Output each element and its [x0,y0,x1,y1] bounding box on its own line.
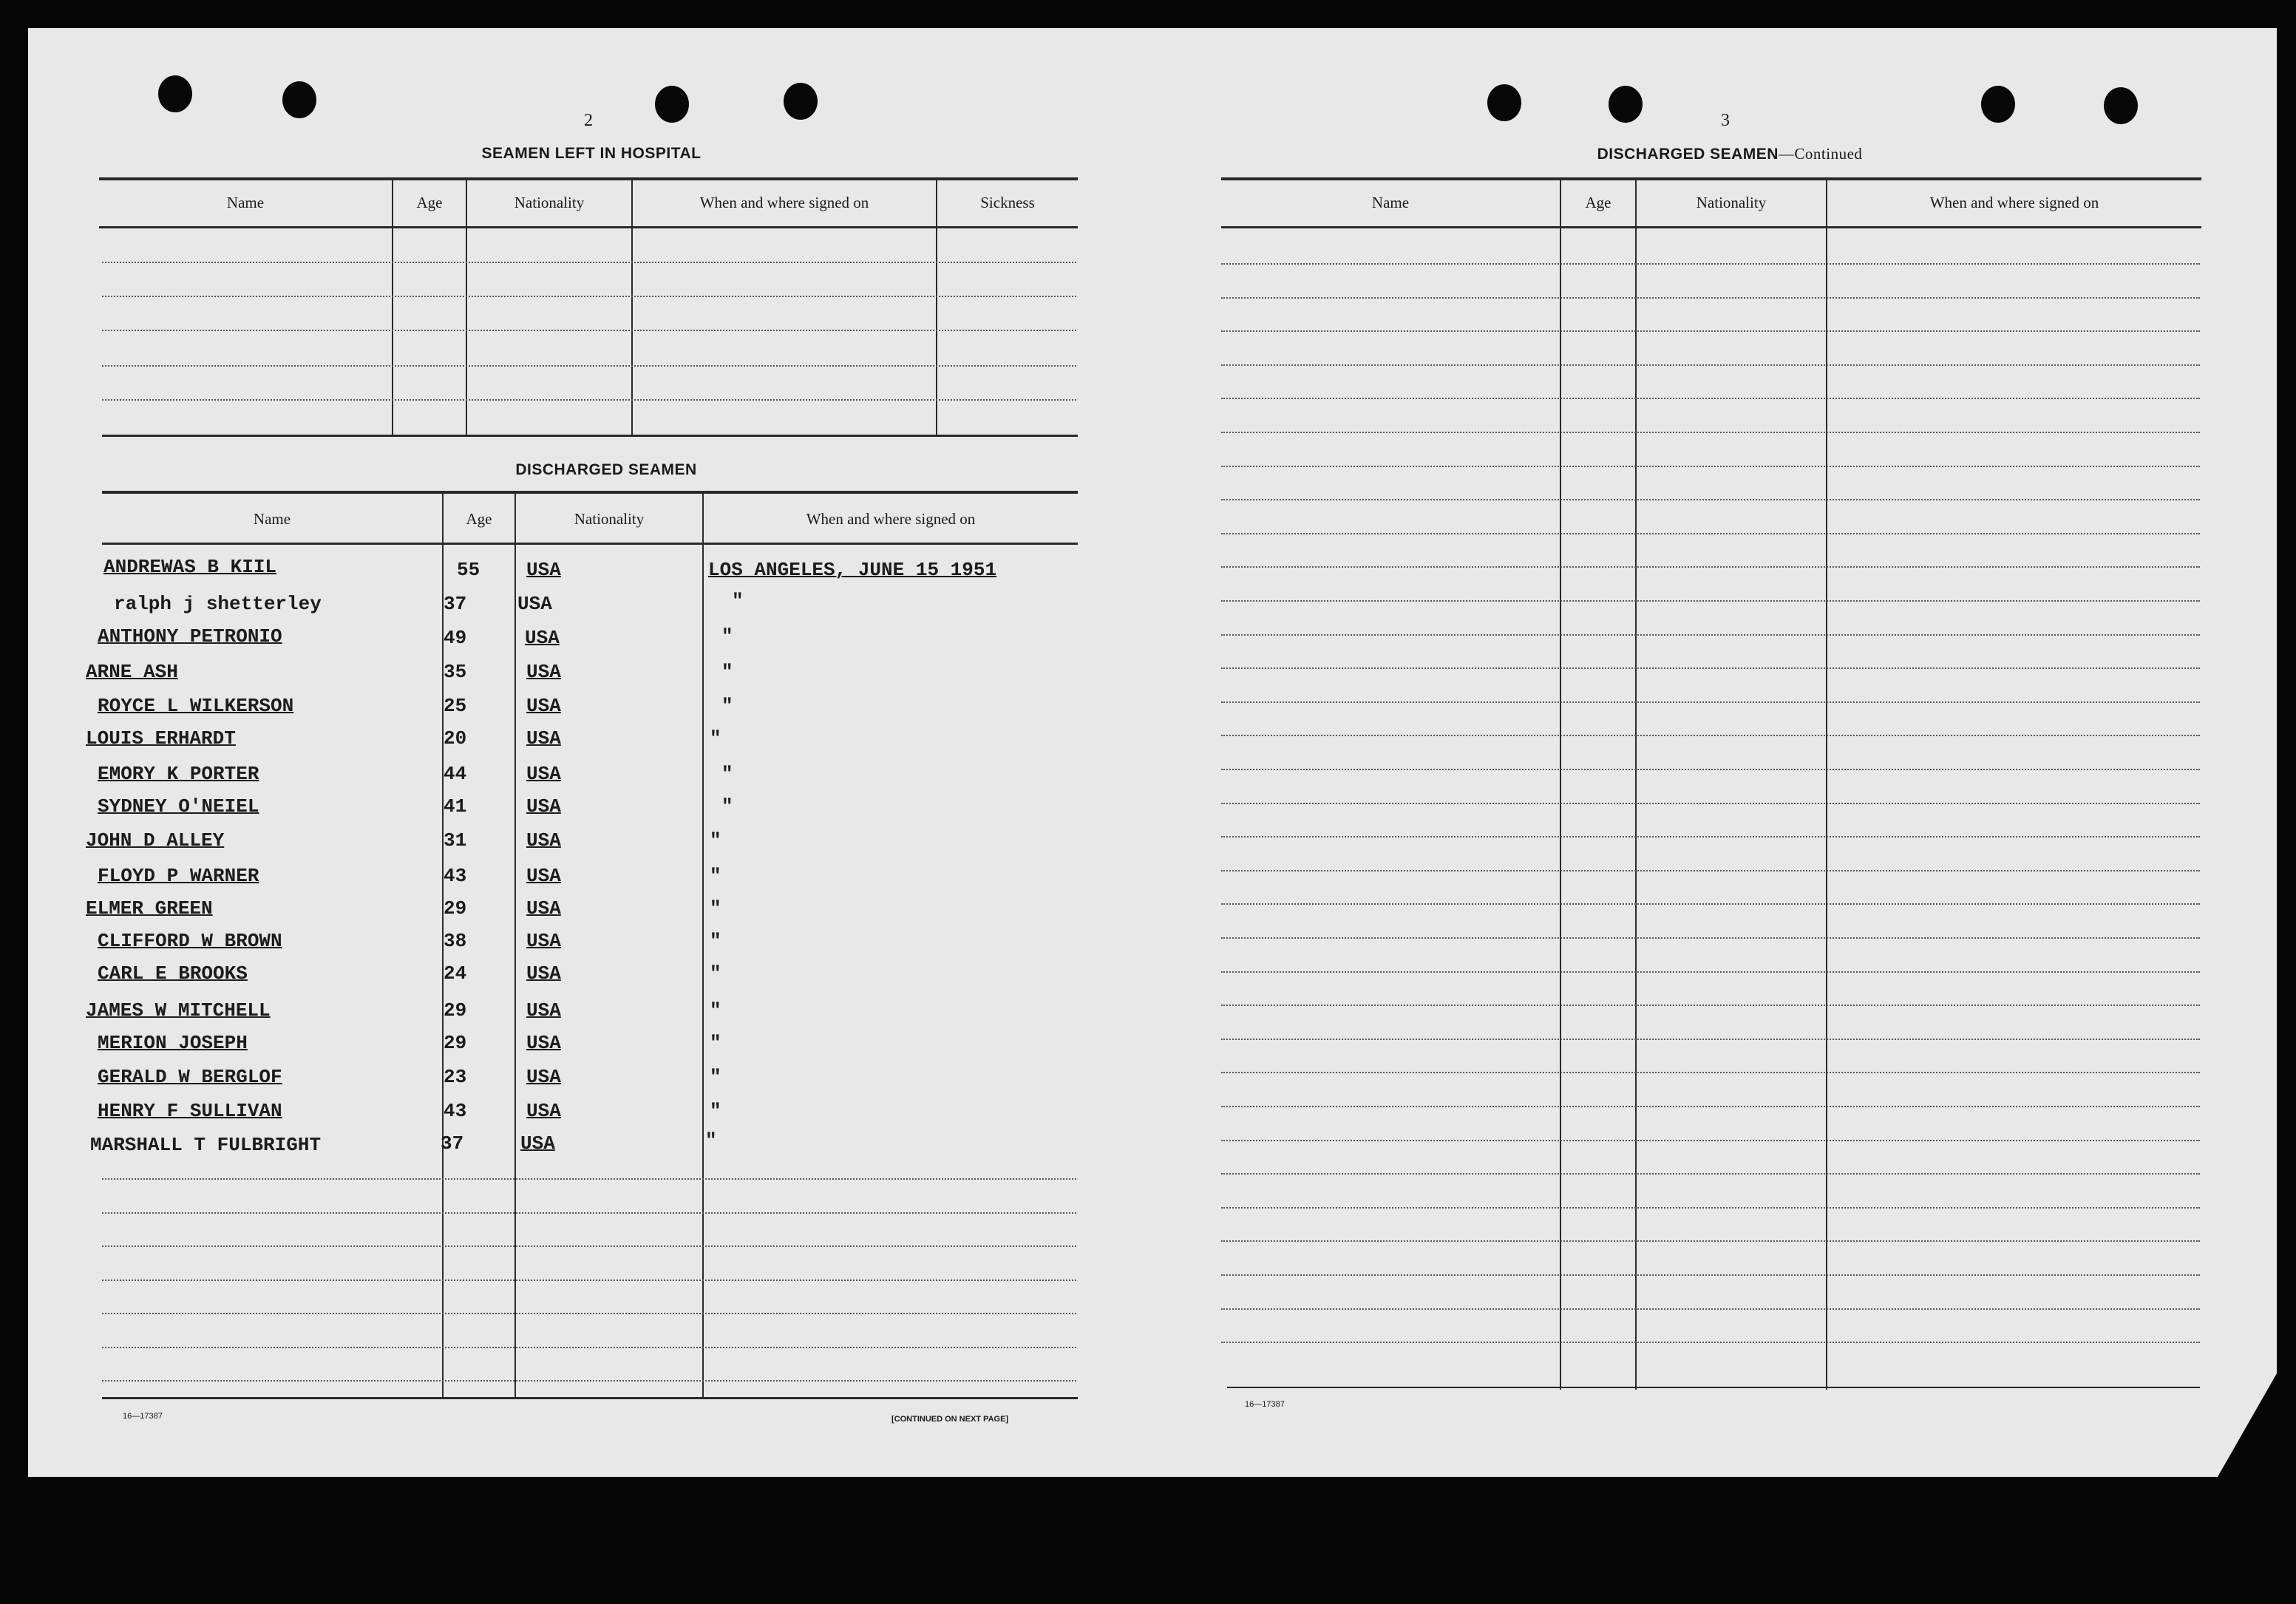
ruled-line [1221,533,2200,534]
seaman-signed-on: " [721,795,733,818]
seaman-name: EMORY K PORTER [98,763,259,785]
ruled-line [1221,803,2200,804]
seaman-signed-on: " [705,1129,717,1152]
seaman-signed-on: LOS ANGELES, JUNE 15 1951 [708,559,997,581]
ruled-line [1221,566,2200,568]
discharged-header-signed-on: When and where signed on [806,510,976,528]
ruled-line [1221,1106,2200,1107]
seaman-age: 55 [457,559,480,581]
ruled-line [102,262,1076,263]
ruled-line [1221,1240,2200,1242]
ruled-line [1221,971,2200,973]
table-bottom-rule [1227,1387,2200,1388]
seaman-signed-on: " [732,590,744,612]
seaman-age: 29 [444,1032,467,1054]
seaman-signed-on: " [710,962,721,985]
column-divider [702,494,704,1397]
page-number: 3 [1721,111,1730,130]
hospital-header-nationality: Nationality [514,194,585,211]
ruled-line [1221,1207,2200,1209]
ruled-line [102,365,1076,367]
seaman-name: HENRY F SULLIVAN [98,1100,282,1122]
discharged-header-nationality: Nationality [574,510,645,528]
seaman-nationality: USA [526,829,561,852]
column-divider [392,180,393,435]
column-divider [936,180,937,435]
ruled-line [1221,600,2200,602]
seaman-signed-on: " [721,625,733,648]
ruled-line [1221,1039,2200,1040]
ruled-line [102,1280,1076,1281]
ruled-line [1221,364,2200,366]
seaman-name: LOUIS ERHARDT [86,727,236,750]
discharged-header-age: Age [466,510,492,528]
seaman-signed-on: " [710,1100,721,1122]
table-bottom-rule [102,1397,1078,1399]
seaman-name: ELMER GREEN [86,897,213,920]
punch-hole [1981,86,2015,123]
ruled-line [1221,1005,2200,1006]
seaman-nationality: USA [517,593,552,615]
seaman-signed-on: " [721,763,733,785]
seaman-age: 20 [444,727,467,750]
table-header-rule [102,543,1078,545]
column-divider [466,180,467,435]
seaman-signed-on: " [710,930,721,952]
ruled-line [102,1313,1076,1314]
seaman-name: ANDREWAS B KIIL [103,556,277,578]
seaman-nationality: USA [525,627,560,649]
ruled-line [1221,1173,2200,1175]
page-number: 2 [584,111,593,130]
seaman-name: CARL E BROOKS [98,962,248,985]
ruled-line [1221,667,2200,669]
seaman-nationality: USA [520,1132,555,1155]
ruled-line [1221,701,2200,703]
right-header-age: Age [1585,194,1611,211]
seaman-nationality: USA [526,897,561,920]
document-sheet [28,28,2277,1477]
ruled-line [1221,1140,2200,1141]
seaman-nationality: USA [526,795,561,818]
seaman-signed-on: " [710,897,721,920]
table-top-rule [1221,177,2201,180]
ruled-line [102,1347,1076,1348]
ruled-line [1221,330,2200,332]
seaman-age: 24 [444,962,467,985]
form-number: 16—17387 [1245,1400,1285,1409]
ruled-line [1221,735,2200,736]
seaman-age: 38 [444,930,467,952]
seaman-name: GERALD W BERGLOF [98,1066,282,1088]
discharged-section-title: DISCHARGED SEAMEN [515,461,697,478]
seaman-name: JAMES W MITCHELL [86,999,271,1022]
seaman-signed-on: " [710,865,721,887]
seaman-nationality: USA [526,695,561,717]
ruled-line [1221,432,2200,433]
hospital-header-signed-on: When and where signed on [699,194,869,211]
seaman-nationality: USA [526,999,561,1022]
seaman-signed-on: " [721,661,733,683]
seaman-nationality: USA [526,559,561,581]
punch-hole [282,81,316,118]
seaman-name: ROYCE L WILKERSON [98,695,294,717]
ruled-line [1221,870,2200,871]
seaman-name: JOHN D ALLEY [86,829,225,852]
ruled-line [1221,903,2200,905]
ruled-line [102,296,1076,297]
seaman-name: SYDNEY O'NEIEL [98,795,259,818]
seaman-age: 43 [444,1100,467,1122]
ruled-line [102,1212,1076,1214]
seaman-age: 25 [444,695,467,717]
ruled-line [1221,634,2200,636]
seaman-nationality: USA [526,1100,561,1122]
ruled-line [1221,1072,2200,1073]
seaman-name: ANTHONY PETRONIO [98,625,282,648]
punch-hole [1609,86,1643,123]
folded-corner [2218,1373,2277,1477]
hospital-header-sickness: Sickness [980,194,1035,211]
seaman-age: 29 [444,897,467,920]
seaman-nationality: USA [526,1066,561,1088]
table-header-rule [1221,226,2201,228]
ruled-line [1221,499,2200,500]
ruled-line [1221,1308,2200,1310]
seaman-name: MARSHALL T FULBRIGHT [90,1134,322,1156]
seaman-signed-on: " [710,1066,721,1088]
seaman-name: MERION JOSEPH [98,1032,248,1054]
ruled-line [102,330,1076,331]
ruled-line [1221,769,2200,770]
table-header-rule [99,226,1078,228]
seaman-age: 35 [444,661,467,683]
seaman-age: 37 [444,593,467,615]
seaman-age: 44 [444,763,467,785]
right-header-signed-on: When and where signed on [1929,194,2099,211]
seaman-signed-on: " [710,1032,721,1054]
column-divider [514,494,516,1397]
form-number: 16—17387 [123,1412,163,1421]
right-section-title [1515,145,1944,163]
ruled-line [1221,1342,2200,1343]
ruled-line [1221,263,2200,265]
seaman-age: 41 [444,795,467,818]
table-bottom-rule [102,435,1078,437]
seaman-nationality: USA [526,1032,561,1054]
hospital-header-age: Age [416,194,443,211]
hospital-header-name: Name [226,194,265,211]
ruled-line [102,1380,1076,1382]
seaman-age: 43 [444,865,467,887]
punch-hole [2104,87,2138,124]
punch-hole [1487,84,1521,121]
seaman-name: CLIFFORD W BROWN [98,930,282,952]
seaman-name: ARNE ASH [86,661,178,683]
ruled-line [102,1246,1076,1247]
seaman-nationality: USA [526,865,561,887]
ruled-line [1221,1274,2200,1276]
continued-note: [CONTINUED ON NEXT PAGE] [891,1415,1009,1424]
table-top-rule [102,491,1078,494]
seaman-nationality: USA [526,930,561,952]
seaman-signed-on: " [710,829,721,852]
punch-hole [784,83,818,120]
ruled-line [1221,836,2200,837]
right-section-title-main: DISCHARGED SEAMEN [1597,146,1779,163]
seaman-age: 49 [444,627,467,649]
ruled-line [1221,937,2200,939]
seaman-nationality: USA [526,962,561,985]
seaman-signed-on: " [710,999,721,1022]
seaman-age: 23 [444,1066,467,1088]
ruled-line [1221,466,2200,467]
hospital-section-title: SEAMEN LEFT IN HOSPITAL [481,145,702,162]
seaman-name: ralph j shetterley [114,593,322,615]
punch-hole [655,86,689,123]
right-section-title-suffix: —Continued [1778,145,1863,163]
ruled-line [1221,398,2200,399]
seaman-name: FLOYD P WARNER [98,865,259,887]
ruled-line [1221,297,2200,299]
ruled-line [102,1178,1076,1180]
seaman-nationality: USA [526,661,561,683]
seaman-nationality: USA [526,727,561,750]
seaman-age: 31 [444,829,467,852]
seaman-age: 37 [441,1132,464,1155]
seaman-age: 29 [444,999,467,1022]
column-divider [631,180,633,435]
discharged-header-name: Name [253,510,291,528]
right-header-nationality: Nationality [1696,194,1767,211]
seaman-signed-on: " [710,727,721,750]
seaman-nationality: USA [526,763,561,785]
seaman-signed-on: " [721,695,733,717]
right-header-name: Name [1371,194,1410,211]
punch-hole [158,75,192,112]
ruled-line [102,399,1076,401]
table-top-rule [99,177,1078,180]
